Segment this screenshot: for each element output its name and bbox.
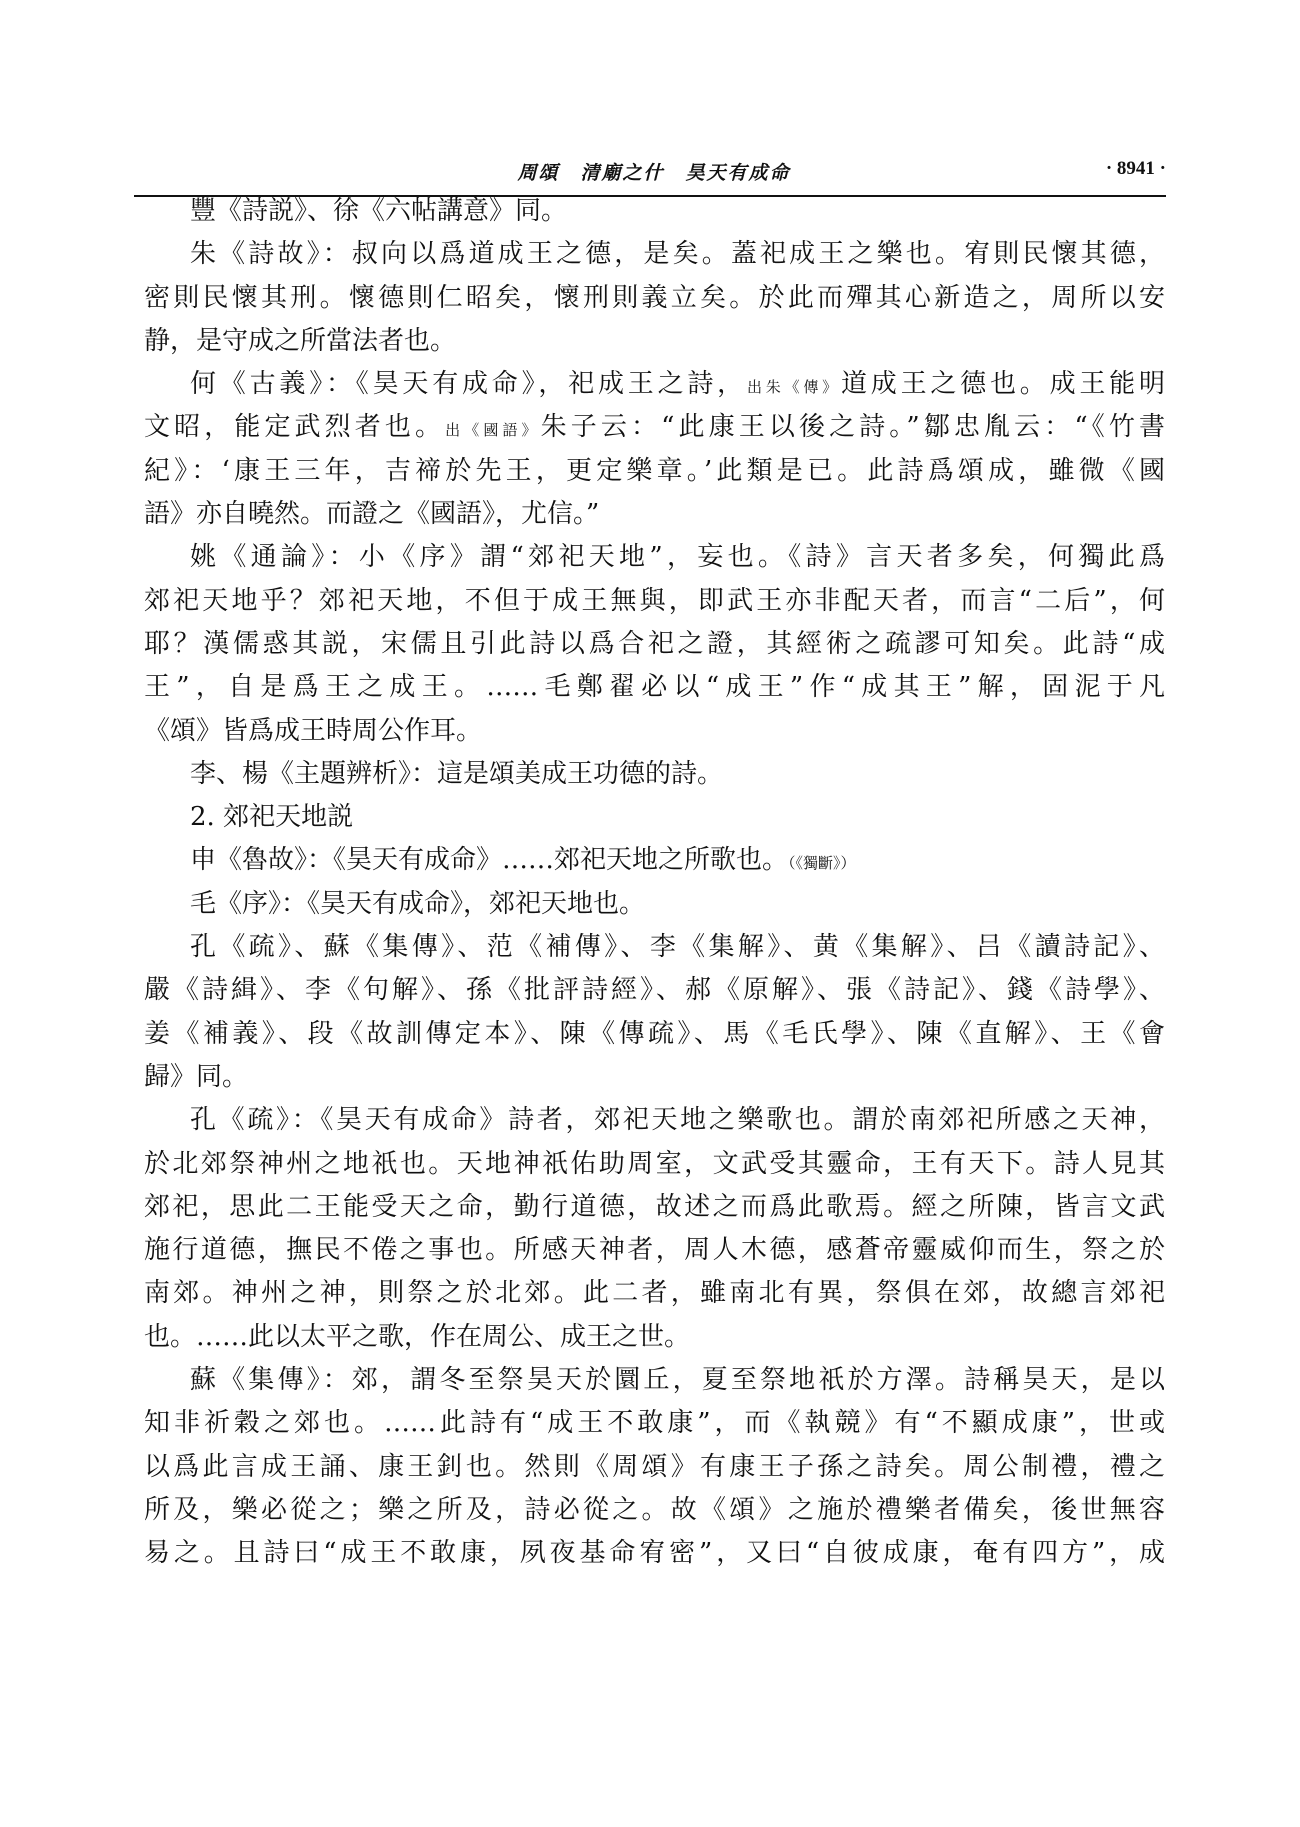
- page-header: [134, 150, 1166, 194]
- text-segment: 申《魯故》：《昊天有成命》……郊祀天地之所歌也。: [190, 845, 789, 876]
- text-line: 王”，自是爲王之成王。……毛鄭翟必以“成王”作“成其王”解，固泥于凡: [144, 672, 1165, 703]
- text-line: 蘇《集傳》：郊，謂冬至祭昊天於圜丘，夏至祭地祇於方澤。詩稱昊天，是以: [190, 1365, 1165, 1396]
- text-line: 姜《補義》、段《故訓傳定本》、陳《傳疏》、馬《毛氏學》、陳《直解》、王《會: [144, 1018, 1165, 1049]
- text-segment: 道成王之德也。成王能明: [840, 369, 1165, 400]
- body-text: [144, 190, 1165, 1576]
- text-line: 毛《序》：《昊天有成命》，郊祀天地也。: [190, 888, 646, 919]
- running-title: 周頌 清廟之什 昊天有成命: [517, 162, 791, 184]
- text-segment: 何《古義》：《昊天有成命》，祀成王之詩，: [190, 369, 747, 400]
- text-line: 李、楊《主題辨析》：這是頌美成王功德的詩。: [190, 758, 724, 789]
- text-segment: 朱子云：“此康王以後之詩。”鄒忠胤云：“《竹書: [540, 412, 1165, 443]
- text-line: [144, 406, 1165, 449]
- text-line: 語》亦自曉然。而證之《國語》，尤信。”: [144, 499, 600, 530]
- text-line: 紀》：‘康王三年，吉禘於先王，更定樂章。’此類是已。此詩爲頌成，雖微《國: [144, 455, 1165, 486]
- text-line: 嚴《詩緝》、李《句解》、孫《批評詩經》、郝《原解》、張《詩記》、錢《詩學》、: [144, 975, 1165, 1006]
- text-line: 孔《疏》、蘇《集傳》、范《補傳》、李《集解》、黄《集解》、吕《讀詩記》、: [190, 932, 1165, 963]
- inline-citation: 出朱《傳》: [746, 378, 841, 397]
- text-line: 知非祈穀之郊也。……此詩有“成王不敢康”，而《執競》有“不顯成康”，世或: [144, 1408, 1165, 1439]
- text-line: 也。……此以太平之歌，作在周公、成王之世。: [144, 1321, 691, 1352]
- text-line: 南郊。神州之神，則祭之於北郊。此二者，雖南北有異，祭俱在郊，故總言郊祀: [144, 1278, 1165, 1309]
- text-line: 耶？漢儒惑其説，宋儒且引此詩以爲合祀之證，其經術之疏謬可知矣。此詩“成: [144, 628, 1165, 659]
- text-line: 2. 郊祀天地説: [190, 802, 354, 833]
- text-line: 歸》同。: [144, 1061, 249, 1092]
- text-line: 以爲此言成王誦、康王釗也。然則《周頌》有康王子孫之詩矣。周公制禮，禮之: [144, 1451, 1165, 1482]
- text-line: 朱《詩故》：叔向以爲道成王之德，是矣。蓋祀成王之樂也。宥則民懷其德，: [190, 239, 1165, 270]
- text-line: 郊祀，思此二王能受天之命，勤行道德，故述之而爲此歌焉。經之所陳，皆言文武: [144, 1191, 1165, 1222]
- page-number: · 8941 ·: [1105, 158, 1166, 179]
- inline-citation: 出《國語》: [445, 421, 541, 440]
- text-line: 姚《通論》：小《序》謂“郊祀天地”，妄也。《詩》言天者多矣，何獨此爲: [190, 542, 1165, 573]
- text-line: 孔《疏》：《昊天有成命》詩者，郊祀天地之樂歌也。謂於南郊祀所感之天神，: [190, 1105, 1165, 1136]
- text-line: 所及，樂必從之；樂之所及，詩必從之。故《頌》之施於禮樂者備矣，後世無容: [144, 1494, 1165, 1525]
- text-segment: 文昭，能定武烈者也。: [144, 412, 446, 443]
- text-line: 豐《詩説》、徐《六帖講意》同。: [190, 196, 568, 226]
- text-line: [144, 363, 1165, 406]
- text-line: 易之。且詩曰“成王不敢康，夙夜基命宥密”，又曰“自彼成康，奄有四方”，成: [144, 1538, 1165, 1569]
- text-line: 施行道德，撫民不倦之事也。所感天神者，周人木德，感蒼帝靈威仰而生，祭之於: [144, 1235, 1165, 1266]
- text-line: 郊祀天地乎？郊祀天地，不但于成王無與，即武王亦非配天者，而言“二后”，何: [144, 585, 1165, 616]
- text-line: [144, 839, 1165, 882]
- text-line: 静，是守成之所當法者也。: [144, 325, 457, 356]
- inline-citation: （《獨斷》）: [788, 854, 856, 873]
- text-line: 《頌》皆爲成王時周公作耳。: [144, 715, 483, 746]
- text-line: 密則民懷其刑。懷德則仁昭矣，懷刑則義立矣。於此而殫其心新造之，周所以安: [144, 282, 1165, 313]
- text-line: 於北郊祭神州之地祇也。天地神祇佑助周室，文武受其靈命，王有天下。詩人見其: [144, 1148, 1165, 1179]
